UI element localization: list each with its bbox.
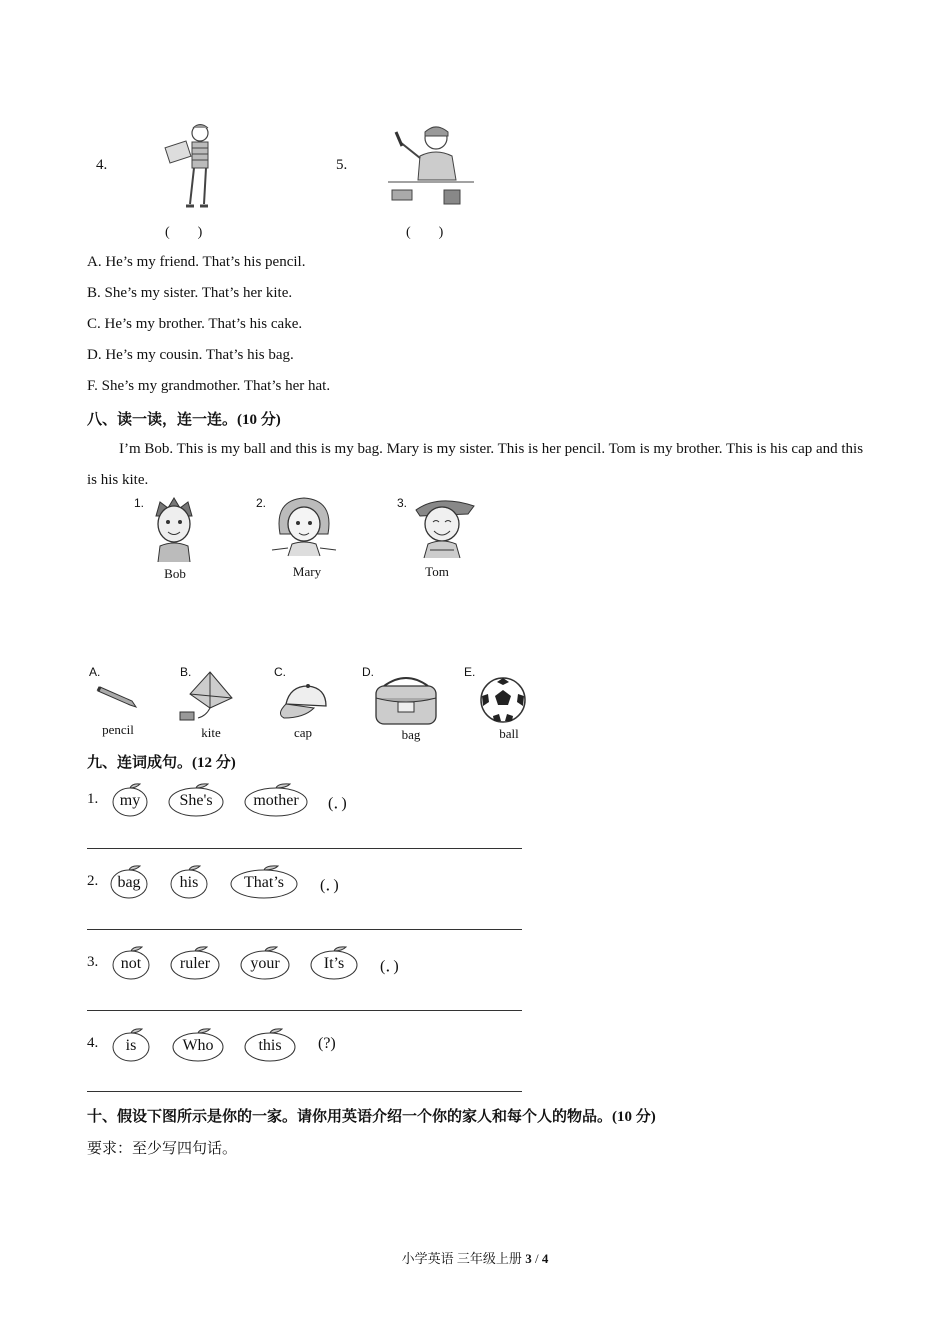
word-apple[interactable]: She's bbox=[168, 783, 224, 817]
cap-image bbox=[274, 684, 330, 722]
answer-blank[interactable]: ( ) bbox=[165, 225, 203, 240]
person-number: 2. bbox=[256, 496, 267, 510]
q8-heading: 八、读一读，连一连。(10 分) bbox=[87, 412, 281, 428]
word-apple[interactable]: Who bbox=[172, 1028, 224, 1062]
page-total: 4 bbox=[541, 1251, 549, 1266]
answer-blank[interactable]: ( ) bbox=[406, 225, 444, 240]
object-name: bag bbox=[401, 727, 421, 742]
row-number: 2. bbox=[87, 873, 99, 889]
object-letter: B. bbox=[180, 665, 192, 679]
word-apple[interactable]: bag bbox=[110, 865, 148, 899]
boy-at-desk-image bbox=[386, 120, 476, 212]
word-apple[interactable]: his bbox=[170, 865, 208, 899]
object-name: ball bbox=[499, 726, 519, 741]
person-name: Bob bbox=[164, 566, 186, 581]
object-letter: E. bbox=[464, 665, 476, 679]
word-apple[interactable]: your bbox=[240, 946, 290, 980]
q9-heading: 九、连词成句。(12 分) bbox=[87, 755, 236, 771]
answer-line[interactable] bbox=[87, 848, 522, 849]
person-name: Mary bbox=[292, 564, 322, 579]
pencil-image bbox=[96, 683, 142, 709]
row-number: 3. bbox=[87, 954, 99, 970]
item-number: 5. bbox=[336, 157, 348, 173]
word-apple[interactable]: this bbox=[244, 1028, 296, 1062]
kite-image bbox=[176, 670, 236, 726]
page-footer bbox=[0, 1248, 950, 1267]
q7-item-4 bbox=[96, 157, 107, 174]
q10-heading: 十、假设下图所示是你的一家。请你用英语介绍一个你的家人和每个人的物品。(10 分) bbox=[87, 1109, 656, 1125]
item-number: 4. bbox=[96, 157, 108, 173]
object-name: pencil bbox=[102, 722, 134, 737]
punctuation: (?) bbox=[318, 1035, 336, 1052]
option-c: C. He’s my brother. That’s his cake. bbox=[87, 316, 303, 332]
word-apple[interactable]: not bbox=[112, 946, 150, 980]
q8-passage: I’m Bob. This is my ball and this is my bag. Mary is my sister. This is her pencil. Tom is my brother. This is his cap and this is his kite. bbox=[87, 441, 864, 488]
bob-face-image bbox=[148, 496, 200, 562]
answer-line[interactable] bbox=[87, 929, 522, 930]
word-apple[interactable]: mother bbox=[244, 783, 308, 817]
word-apple[interactable]: ruler bbox=[170, 946, 220, 980]
object-letter: D. bbox=[362, 665, 374, 679]
object-letter: C. bbox=[274, 665, 286, 679]
object-name: kite bbox=[201, 725, 221, 740]
object-letter: A. bbox=[89, 665, 101, 679]
option-f: F. She’s my grandmother. That’s her hat. bbox=[87, 378, 331, 394]
word-apple[interactable]: my bbox=[112, 783, 148, 817]
punctuation: (．) bbox=[328, 795, 347, 812]
q7-item-5 bbox=[336, 157, 347, 174]
mary-face-image bbox=[266, 494, 342, 560]
row-number: 4. bbox=[87, 1035, 99, 1051]
word-apple[interactable]: is bbox=[112, 1028, 150, 1062]
answer-line[interactable] bbox=[87, 1091, 522, 1092]
word-apple[interactable]: It’s bbox=[310, 946, 358, 980]
ball-image bbox=[479, 676, 527, 724]
q10-requirement: 要求：至少写四句话。 bbox=[87, 1141, 238, 1157]
answer-line[interactable] bbox=[87, 1010, 522, 1011]
page-separator: / bbox=[534, 1251, 539, 1266]
option-a: A. He’s my friend. That’s his pencil. bbox=[87, 254, 306, 270]
punctuation: (．) bbox=[320, 877, 339, 894]
bag-image bbox=[370, 672, 442, 728]
tom-face-image bbox=[408, 494, 478, 560]
punctuation: (．) bbox=[380, 958, 399, 975]
option-b: B. She’s my sister. That’s her kite. bbox=[87, 285, 293, 301]
person-name: Tom bbox=[425, 564, 449, 579]
footer-subject: 小学英语 三年级上册 bbox=[401, 1251, 522, 1266]
object-name: cap bbox=[293, 725, 313, 740]
word-apple[interactable]: That’s bbox=[230, 865, 298, 899]
row-number: 1. bbox=[87, 791, 99, 807]
boy-with-bag-image bbox=[160, 120, 230, 212]
option-d: D. He’s my cousin. That’s his bag. bbox=[87, 347, 294, 363]
person-number: 1. bbox=[134, 496, 145, 510]
person-number: 3. bbox=[397, 496, 408, 510]
page-number: 3 bbox=[525, 1251, 532, 1266]
